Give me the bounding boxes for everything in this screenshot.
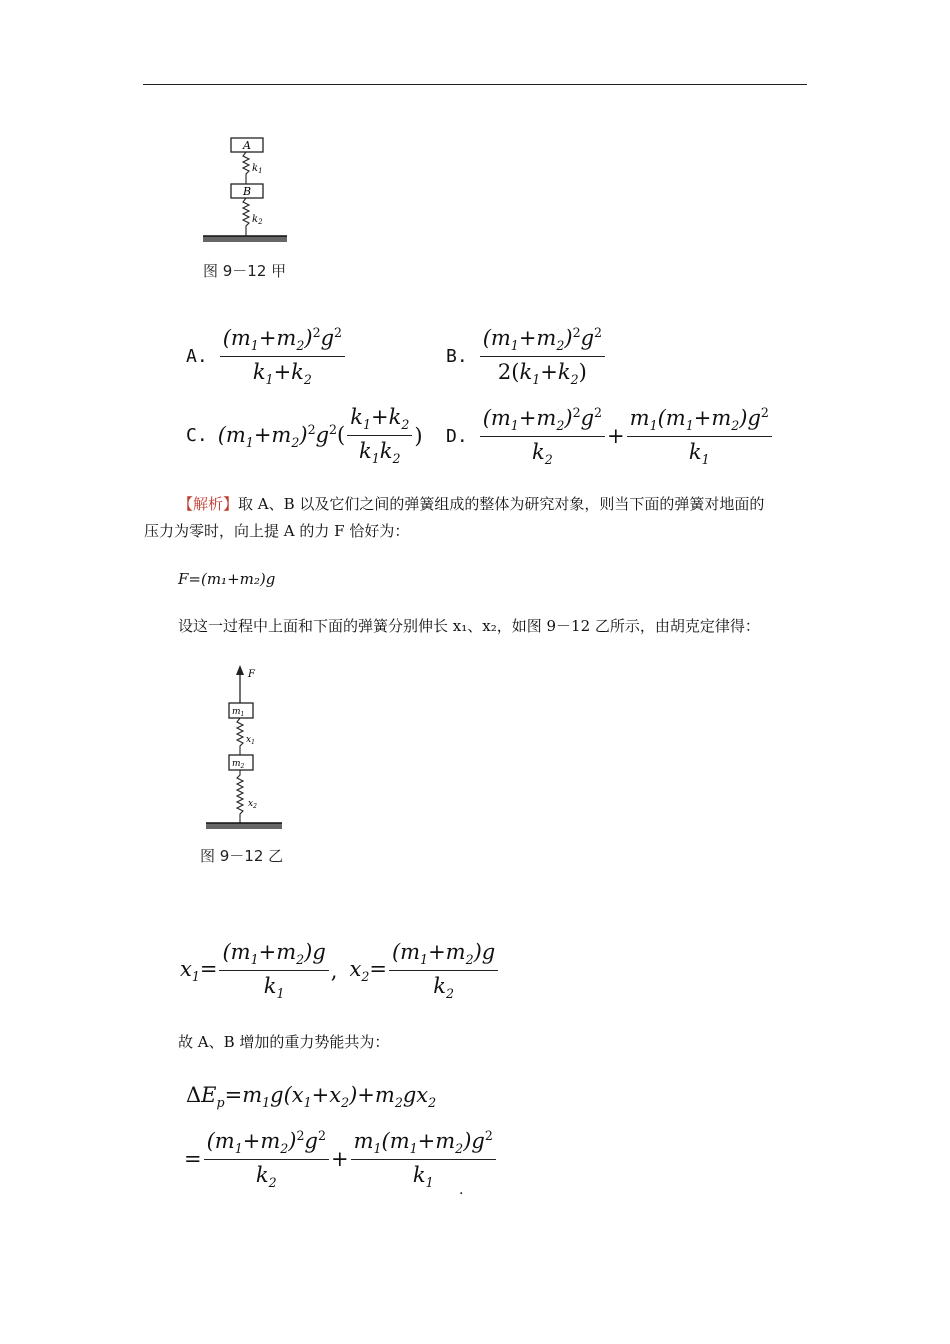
option-d-fraction-1: $\frac{(m_1+m_2)^2g^2}{k_2}$ (480, 405, 605, 467)
force-spring-diagram (198, 663, 298, 835)
analysis-line-3: 设这一过程中上面和下面的弹簧分别伸长 x₁、x₂，如图 9－12 乙所示，由胡克定律得： (178, 617, 760, 635)
x2-fraction: $\frac{(m_1+m_2)g}{k_2}$ (389, 940, 498, 1001)
energy-fraction-1: $\frac{(m_1+m_2)^2g^2}{k_2}$ (204, 1128, 329, 1190)
force-equation: F=(m₁+m₂)g (178, 570, 276, 588)
option-d-fraction-2: $\frac{m_1(m_1+m_2)g^2}{k_1}$ (627, 405, 772, 467)
energy-equation-2: = $\frac{(m_1+m_2)^2g^2}{k_2}$ + $\frac{m_1(m_1+m_2)g^2}{k_1}$ (184, 1128, 498, 1190)
option-c: C. $(m_1+m_2)^2g^2$( $\frac{k_1+k_2}{k_1k_2}$ ) (186, 405, 423, 467)
option-b-label: B. (446, 345, 468, 367)
energy-equation-1: $\Delta E_p=m_1g(x_1+x_2)+m_2gx_2$ (186, 1083, 437, 1111)
option-a (186, 325, 347, 387)
spring-block-diagram (198, 134, 308, 246)
analysis-line-1 (178, 491, 808, 517)
header-rule (143, 84, 807, 85)
option-d: D. $\frac{(m_1+m_2)^2g^2}{k_2}$ + $\frac{m_1(m_1+m_2)g^2}{k_1}$ (446, 405, 774, 467)
figure-2-caption: 图 9－12 乙 (200, 847, 284, 865)
block-m1-label: $m_1$ (232, 707, 245, 718)
option-c-fraction: $\frac{k_1+k_2}{k_1k_2}$ (347, 405, 412, 466)
spring-x2-label: $x_2$ (248, 799, 257, 810)
analysis-tag: 【解析】 (178, 495, 239, 513)
figure-9-12-jia (198, 134, 308, 246)
analysis-line-4: 故 A、B 增加的重力势能共为： (178, 1033, 390, 1051)
block-m2-label: $m_2$ (232, 759, 245, 770)
spring-x1-label: $x_1$ (246, 735, 255, 746)
option-b (446, 325, 607, 387)
block-b-label: B (243, 185, 252, 198)
option-a-label: A. (186, 345, 208, 367)
spring-k1-label: $k_1$ (252, 163, 263, 175)
option-a-fraction: $\frac{(m_1+m_2)^2g^2}{k_1+k_2}$ (220, 325, 345, 387)
figure-1-caption: 图 9－12 甲 (203, 262, 287, 280)
option-c-label: C. (186, 425, 208, 447)
option-b-fraction: $\frac{(m_1+m_2)^2g^2}{2(k_1+k_2)}$ (480, 325, 605, 387)
extension-equations: $x_1=$ $\frac{(m_1+m_2)g}{k_1}$ , $x_2=$ $\frac{(m_1+m_2)g}{k_2}$ (180, 940, 500, 1001)
energy-fraction-2: $\frac{m_1(m_1+m_2)g^2}{k_1}$ (351, 1128, 496, 1190)
trailing-period: . (459, 1182, 464, 1198)
analysis-text-1: 取 A、B 以及它们之间的弹簧组成的整体为研究对象，则当下面的弹簧对地面的 (238, 495, 765, 513)
option-d-label: D. (446, 425, 468, 447)
x1-fraction: $\frac{(m_1+m_2)g}{k_1}$ (219, 940, 328, 1001)
figure-9-12-yi (198, 663, 298, 835)
force-f-label: F (248, 669, 255, 680)
block-a-label: A (243, 139, 251, 152)
analysis-line-2: 压力为零时，向上提 A 的力 F 恰好为： (144, 522, 410, 540)
spring-k2-label: $k_2$ (252, 214, 263, 226)
